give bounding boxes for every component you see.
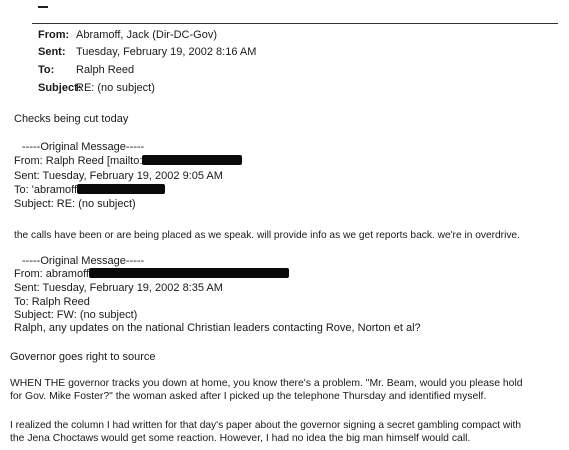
to-label: To: xyxy=(38,64,55,76)
to-value: Ralph Reed xyxy=(76,64,135,76)
original2-subject: Subject: FW: (no subject) xyxy=(14,309,138,321)
original1-to-text: To: 'abramoff xyxy=(14,184,78,196)
original1-to xyxy=(14,184,165,197)
original1-from-text: From: Ralph Reed [mailto: xyxy=(14,155,143,167)
header-rule xyxy=(32,23,558,24)
original2-from-text: From: abramoff xyxy=(14,268,89,280)
redaction-bar xyxy=(142,155,242,165)
original-message-divider-2: -----Original Message----- xyxy=(22,255,145,267)
original1-sent: Sent: Tuesday, February 19, 2002 9:05 AM xyxy=(14,170,223,182)
sent-value: Tuesday, February 19, 2002 8:16 AM xyxy=(76,46,257,58)
original2-body: Ralph, any updates on the national Christian leaders contacting Rove, Norton et al? xyxy=(14,322,421,334)
article-paragraph-1-line-1: WHEN THE governor tracks you down at home, you know there's a problem. "Mr. Beam, would you please hold xyxy=(10,378,523,389)
top-mark xyxy=(38,6,48,8)
original2-from xyxy=(14,268,289,281)
redaction-bar xyxy=(77,184,165,194)
article-paragraph-2-line-1: I realized the column I had written for that day's paper about the governor signing a secret gambling compact with xyxy=(10,420,522,431)
sent-label: Sent: xyxy=(38,46,66,58)
redaction-bar xyxy=(89,268,289,278)
subject-value: RE: (no subject) xyxy=(76,82,155,94)
original2-to: To: Ralph Reed xyxy=(14,296,90,308)
article-headline: Governor goes right to source xyxy=(10,351,156,363)
original1-body: the calls have been or are being placed as we speak. will provide info as we get reports back. we're in overdrive. xyxy=(14,230,520,241)
original1-from xyxy=(14,155,242,168)
original2-sent: Sent: Tuesday, February 19, 2002 8:35 AM xyxy=(14,282,223,294)
from-label: From: xyxy=(38,29,70,41)
from-value: Abramoff, Jack (Dir-DC-Gov) xyxy=(76,29,217,41)
article-paragraph-2-line-2: the Jena Choctaws would get some reaction. However, I had no idea the big man himself would call. xyxy=(10,433,471,444)
subject-label: Subject: xyxy=(38,82,82,94)
article-paragraph-1-line-2: for Gov. Mike Foster?" the woman asked after I picked up the telephone Thursday and identified myself. xyxy=(10,391,487,402)
reply-body: Checks being cut today xyxy=(14,113,129,125)
original-message-divider-1: -----Original Message----- xyxy=(22,141,145,153)
original1-subject: Subject: RE: (no subject) xyxy=(14,198,136,210)
